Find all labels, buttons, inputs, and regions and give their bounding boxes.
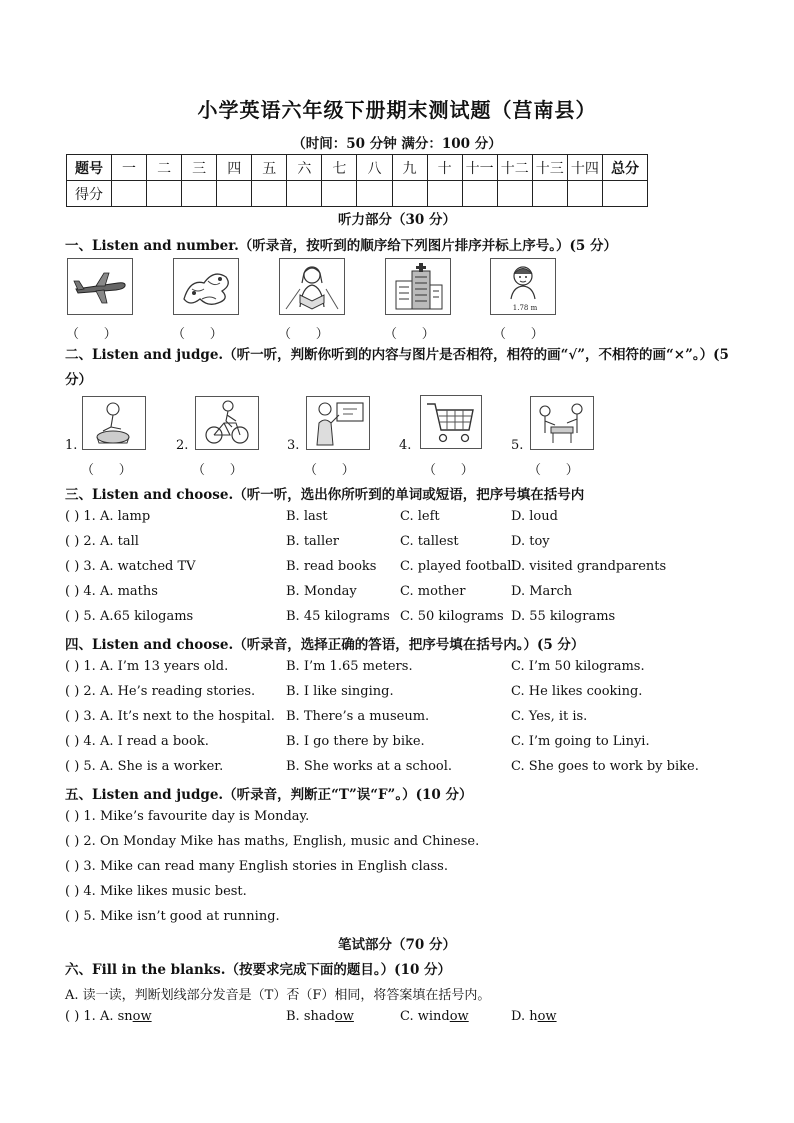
part4-heading: 四、Listen and choose.（听录音，选择正确的答语，把序号填在括号内。）(5 分）	[65, 637, 585, 653]
hospital-icon	[386, 259, 450, 314]
option-b[interactable]: B. last	[286, 509, 328, 524]
part6-heading: 六、Fill in the blanks.（按要求完成下面的题目。）(10 分）	[65, 962, 452, 978]
score-table-heading: 六	[287, 155, 322, 181]
statement[interactable]: ( ) 1. Mike’s favourite day is Monday.	[65, 809, 310, 824]
statement[interactable]: ( ) 3. Mike can read many English stories in English class.	[65, 859, 448, 874]
part6-item-1-a[interactable]: ( ) 1. A. snow	[65, 1009, 152, 1024]
part1-answer-1[interactable]: （ ）	[66, 327, 117, 342]
part5-statement-row	[65, 909, 765, 927]
part1-answer-2[interactable]: （ ）	[172, 327, 223, 342]
option-d[interactable]: D. March	[511, 584, 573, 599]
option-c[interactable]: C. mother	[400, 584, 466, 599]
score-cell[interactable]	[532, 181, 567, 207]
part2-heading: 二、Listen and judge.（听一听，判断你听到的内容与图片是否相符，相符的画“√”，不相符的画“×”。）(5 分）	[65, 347, 729, 388]
hospital-building-picture	[385, 258, 451, 315]
option-b[interactable]: B. She works at a school.	[286, 759, 453, 774]
part4-question-row	[65, 709, 765, 727]
part5-statement-row	[65, 809, 765, 827]
part2-answer-4[interactable]: （ ）	[423, 463, 474, 478]
part6-item-1-c[interactable]: C. window	[400, 1009, 469, 1024]
option-c[interactable]: C. He likes cooking.	[511, 684, 643, 699]
part2-number-2: 2.	[176, 438, 189, 453]
option-d[interactable]: D. toy	[511, 534, 550, 549]
score-table	[66, 154, 648, 207]
part2-answer-3[interactable]: （ ）	[304, 463, 355, 478]
score-table-heading: 一	[112, 155, 147, 181]
option-b[interactable]: B. read books	[286, 559, 377, 574]
option-c[interactable]: C. played football	[400, 559, 516, 574]
boy-height-picture	[490, 258, 556, 315]
statement[interactable]: ( ) 2. On Monday Mike has maths, English, music and Chinese.	[65, 834, 480, 849]
score-cell[interactable]	[287, 181, 322, 207]
option-a[interactable]: ( ) 4. A. maths	[65, 584, 158, 599]
exam-info: （时间：50 分钟 满分：100 分）	[292, 136, 502, 152]
score-table-heading: 十三	[532, 155, 567, 181]
score-table-header-row	[67, 155, 648, 181]
option-c[interactable]: C. She goes to work by bike.	[511, 759, 699, 774]
part4-question-row	[65, 734, 765, 752]
part6-sub-a: A. 读一读，判断划线部分发音是（T）否（F）相同，将答案填在括号内。	[65, 988, 491, 1003]
score-cell[interactable]	[603, 181, 648, 207]
part4-question-row	[65, 759, 765, 777]
option-a[interactable]: ( ) 1. A. I’m 13 years old.	[65, 659, 229, 674]
option-a[interactable]: ( ) 3. A. It’s next to the hospital.	[65, 709, 275, 724]
written-section-title: 笔试部分（70 分）	[338, 937, 456, 953]
option-a[interactable]: ( ) 2. A. He’s reading stories.	[65, 684, 256, 699]
part2-answer-2[interactable]: （ ）	[192, 463, 243, 478]
page-title: 小学英语六年级下册期末测试题（莒南县）	[197, 98, 597, 122]
score-table-heading: 十二	[497, 155, 532, 181]
option-a[interactable]: ( ) 4. A. I read a book.	[65, 734, 209, 749]
option-a[interactable]: ( ) 5. A. She is a worker.	[65, 759, 224, 774]
part3-question-row	[65, 559, 765, 577]
score-cell[interactable]	[252, 181, 287, 207]
part2-number-3: 3.	[287, 438, 300, 453]
dragons-picture	[173, 258, 239, 315]
score-table-heading: 九	[392, 155, 427, 181]
listening-section-title: 听力部分（30 分）	[338, 212, 456, 228]
part5-heading: 五、Listen and judge.（听录音，判断正“T”误“F”。）(10 分）	[65, 787, 473, 803]
option-a[interactable]: ( ) 2. A. tall	[65, 534, 139, 549]
score-table-heading: 总分	[603, 155, 648, 181]
score-table-label: 题号	[67, 155, 112, 181]
part5-statement-row	[65, 884, 765, 902]
part3-question-row	[65, 534, 765, 552]
option-a[interactable]: ( ) 1. A. lamp	[65, 509, 151, 524]
score-table-heading: 二	[147, 155, 182, 181]
option-b[interactable]: B. taller	[286, 534, 340, 549]
girl-reading-icon	[280, 259, 344, 314]
score-cell[interactable]	[427, 181, 462, 207]
option-b[interactable]: B. I’m 1.65 meters.	[286, 659, 413, 674]
part5-statement-row	[65, 834, 765, 852]
girl-reading-picture	[279, 258, 345, 315]
option-a[interactable]: ( ) 5. A.65 kilogams	[65, 609, 194, 624]
score-cell[interactable]	[182, 181, 217, 207]
option-c[interactable]: C. I’m going to Linyi.	[511, 734, 650, 749]
part3-question-row	[65, 509, 765, 527]
score-table-heading: 八	[357, 155, 392, 181]
people-icon	[531, 397, 593, 449]
score-cell[interactable]	[497, 181, 532, 207]
option-d[interactable]: D. loud	[511, 509, 558, 524]
score-cell[interactable]	[357, 181, 392, 207]
score-cell[interactable]	[147, 181, 182, 207]
option-a[interactable]: ( ) 3. A. watched TV	[65, 559, 196, 574]
boy-icon	[491, 259, 555, 314]
part5-statement-row	[65, 859, 765, 877]
option-c[interactable]: C. I’m 50 kilograms.	[511, 659, 645, 674]
score-cell[interactable]	[217, 181, 252, 207]
teacher-icon	[307, 397, 369, 449]
option-d[interactable]: D. visited grandparents	[511, 559, 667, 574]
score-table-heading: 四	[217, 155, 252, 181]
part2-number-4: 4.	[399, 438, 412, 453]
option-c[interactable]: C. tallest	[400, 534, 459, 549]
score-table-heading: 三	[182, 155, 217, 181]
people-at-table-picture	[530, 396, 594, 450]
shopping-cart-icon	[421, 396, 481, 448]
score-cell[interactable]	[567, 181, 602, 207]
score-cell[interactable]	[392, 181, 427, 207]
score-table-heading: 七	[322, 155, 357, 181]
part2-number-1: 1.	[65, 438, 78, 453]
dragon-icon	[174, 259, 238, 314]
option-b[interactable]: B. I like singing.	[286, 684, 394, 699]
boy-washing-clothes-picture	[82, 396, 146, 450]
score-table-heading: 十	[427, 155, 462, 181]
option-b[interactable]: B. Monday	[286, 584, 357, 599]
score-table-heading: 十四	[567, 155, 602, 181]
part4-question-row	[65, 659, 765, 677]
score-cell[interactable]	[322, 181, 357, 207]
boy-riding-bike-picture	[195, 396, 259, 450]
score-cell[interactable]	[462, 181, 497, 207]
part1-answer-3[interactable]: （ ）	[278, 327, 329, 342]
statement[interactable]: ( ) 5. Mike isn’t good at running.	[65, 909, 280, 924]
airplane-icon	[68, 259, 132, 314]
score-table-score-row	[67, 181, 648, 207]
option-c[interactable]: C. Yes, it is.	[511, 709, 588, 724]
part3-question-row	[65, 609, 765, 627]
part6-item-1-d[interactable]: D. how	[511, 1009, 557, 1024]
part2-answer-1[interactable]: （ ）	[81, 463, 132, 478]
option-c[interactable]: C. 50 kilograms	[400, 609, 504, 624]
part1-heading: 一、Listen and number.（听录音，按听到的顺序给下列图片排序并标上序号。）(5 分）	[65, 238, 618, 254]
part3-heading: 三、Listen and choose.（听一听，选出你所听到的单词或短语，把序号填在括号内	[65, 487, 585, 503]
score-table-heading: 五	[252, 155, 287, 181]
part4-question-row	[65, 684, 765, 702]
part6-item-1-b[interactable]: B. shadow	[286, 1009, 354, 1024]
option-b[interactable]: B. I go there by bike.	[286, 734, 425, 749]
option-c[interactable]: C. left	[400, 509, 440, 524]
airplane-picture	[67, 258, 133, 315]
height-label: 1.78 m	[512, 304, 538, 312]
score-cell[interactable]	[112, 181, 147, 207]
part3-question-row	[65, 584, 765, 602]
option-d[interactable]: D. 55 kilograms	[511, 609, 616, 624]
shopping-cart-picture	[420, 395, 482, 449]
statement[interactable]: ( ) 4. Mike likes music best.	[65, 884, 247, 899]
score-table-heading: 十一	[462, 155, 497, 181]
bike-icon	[196, 397, 258, 449]
part2-answer-5[interactable]: （ ）	[528, 463, 579, 478]
washing-icon	[83, 397, 145, 449]
score-row-label: 得分	[67, 181, 112, 207]
part6-item-1	[65, 1009, 765, 1027]
option-b[interactable]: B. 45 kilograms	[286, 609, 390, 624]
teacher-board-picture	[306, 396, 370, 450]
part1-answer-4[interactable]: （ ）	[384, 327, 435, 342]
option-b[interactable]: B. There’s a museum.	[286, 709, 430, 724]
part2-number-5: 5.	[511, 438, 524, 453]
part1-answer-5[interactable]: （ ）	[493, 327, 544, 342]
